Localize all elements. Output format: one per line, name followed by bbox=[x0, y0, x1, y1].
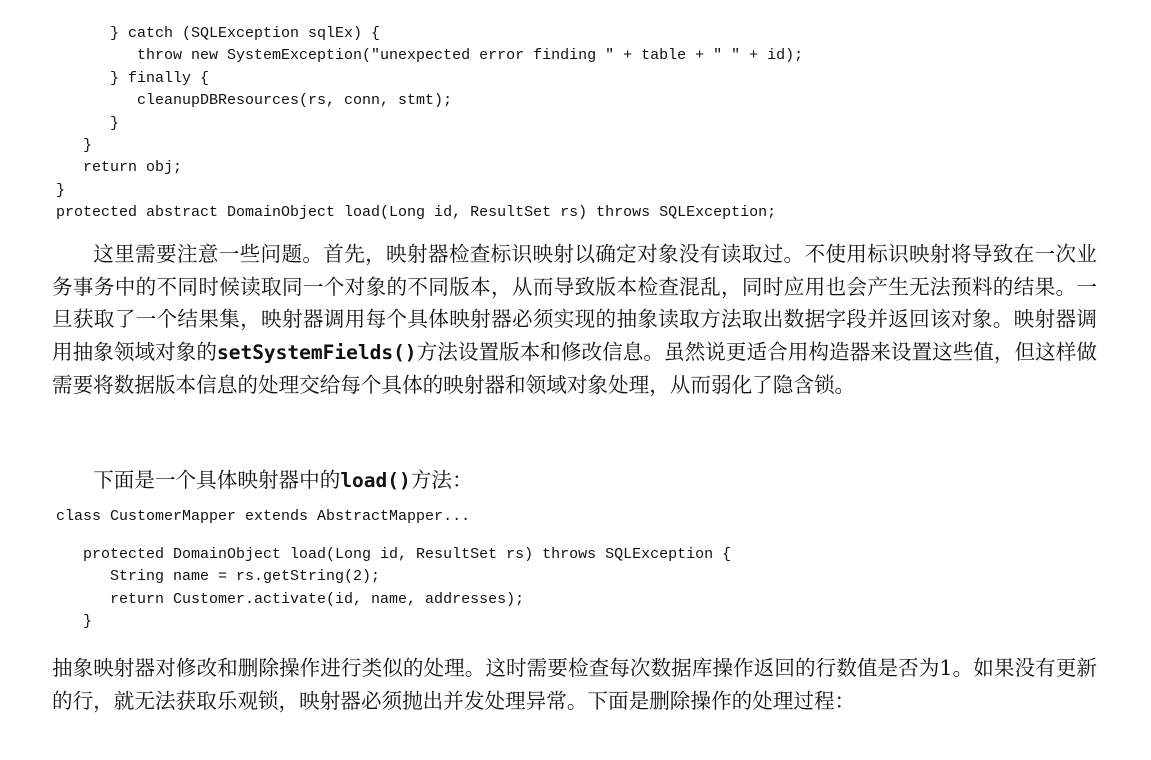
code-line: } catch (SQLException sqlEx) { bbox=[56, 25, 381, 42]
code-line: } bbox=[56, 137, 93, 155]
code-line: } bbox=[56, 114, 120, 132]
paragraph-text: 这里需要注意一些问题。首先，映射器检查标识映射以确定对象没有读取过。不使用标识映射将导致在一次业务事务中的不同时候读取同一个对象的不同版本，从而导致版本检查混乱，同时应用也会产生无法预料的结果。一旦获取了一个结果集，映射器调用每个具体映射器必须实现的抽象读取方法取出数据字段并返回该对象。映射器调用抽象领域对象的 bbox=[52, 242, 1097, 364]
code-line: class CustomerMapper extends AbstractMapper... bbox=[56, 508, 471, 525]
code-line: cleanupDBResources(rs, conn, stmt); bbox=[56, 92, 453, 110]
code-block-load-method bbox=[56, 544, 731, 634]
inline-code: setSystemFields() bbox=[216, 340, 417, 364]
inline-code: load() bbox=[340, 469, 411, 492]
code-line: throw new SystemException("unexpected error finding " + table + " " + id); bbox=[56, 47, 804, 65]
code-line: return obj; bbox=[56, 159, 183, 177]
code-line: protected DomainObject load(Long id, ResultSet rs) throws SQLException { bbox=[56, 546, 732, 563]
code-block-find-method bbox=[56, 23, 803, 225]
code-line: protected abstract DomainObject load(Long id, ResultSet rs) throws SQLException; bbox=[56, 204, 777, 222]
code-line: } finally { bbox=[56, 69, 210, 87]
code-line: } bbox=[56, 613, 93, 631]
code-line: return Customer.activate(id, name, addresses); bbox=[56, 590, 525, 608]
paragraph-text: 方法： bbox=[410, 468, 473, 492]
paragraph-load-intro bbox=[52, 464, 1097, 498]
code-class-header bbox=[56, 506, 470, 528]
paragraph-text: 下面是一个具体映射器中的 bbox=[93, 468, 341, 492]
code-line: } bbox=[56, 181, 66, 199]
paragraph-text: 方法设置版本和修改信息。虽然说更适合用构造器来设置这些值，但这样做需要将数据版本信息的处理交给每个具体的映射器和领域对象处理，从而弱化了隐含锁。 bbox=[52, 339, 1098, 397]
code-line: String name = rs.getString(2); bbox=[56, 568, 381, 586]
paragraph-update-delete: 抽象映射器对修改和删除操作进行类似的处理。这时需要检查每次数据库操作返回的行数值是否为1。如果没有更新的行，就无法获取乐观锁，映射器必须抛出并发处理异常。下面是删除操作的处理过程： bbox=[52, 656, 1097, 713]
paragraph-identity-map-notes bbox=[52, 238, 1097, 466]
